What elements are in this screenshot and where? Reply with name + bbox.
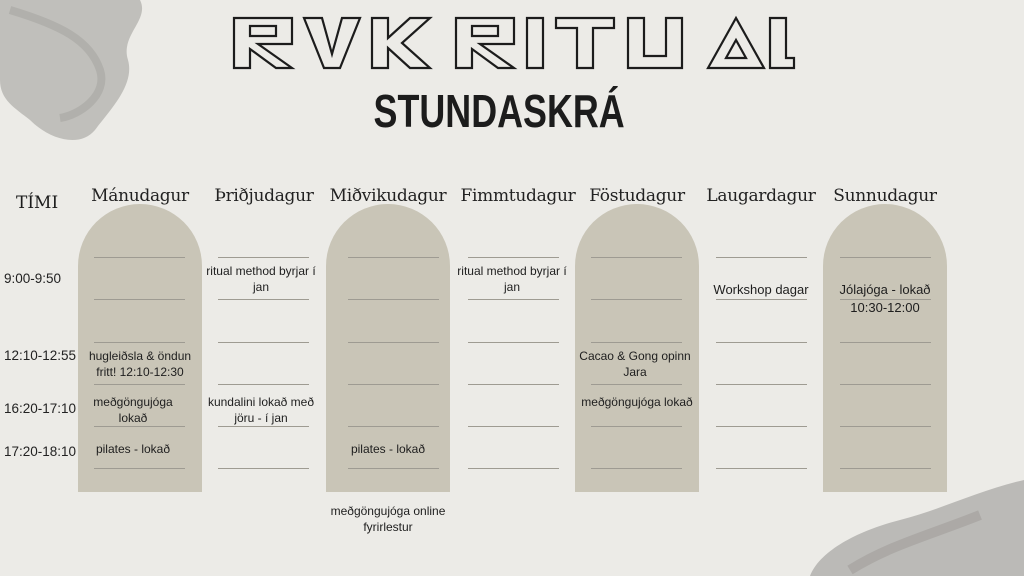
grid-line <box>348 257 439 258</box>
grid-line <box>348 468 439 469</box>
grid-line <box>840 257 931 258</box>
grid-line <box>716 342 807 343</box>
day-header-monday: Mánudagur <box>91 186 189 206</box>
grid-line <box>591 342 682 343</box>
grid-line <box>468 299 559 300</box>
grid-line <box>348 426 439 427</box>
grid-line <box>348 384 439 385</box>
grid-line <box>591 468 682 469</box>
entry-fri-1210: Cacao & Gong opinn Jara <box>579 349 691 379</box>
entry-sun-0900: Jólajóga - lokað 10:30-12:00 <box>839 282 931 315</box>
grid-line <box>218 426 309 427</box>
grid-line <box>840 468 931 469</box>
page-title: STUNDASKRÁ <box>373 85 625 137</box>
time-column-header: TÍMI <box>16 193 59 213</box>
grid-line <box>468 426 559 427</box>
entry-mon-1210: hugleiðsla & öndun fritt! 12:10-12:30 <box>88 349 192 379</box>
grid-line <box>94 468 185 469</box>
grid-line <box>218 468 309 469</box>
grid-line <box>716 299 807 300</box>
brand-logo <box>0 6 1024 72</box>
grid-line <box>591 257 682 258</box>
day-header-sunday: Sunnudagur <box>833 186 937 206</box>
grid-line <box>218 257 309 258</box>
day-header-tuesday: Þriðjudagur <box>214 186 314 206</box>
entry-sat-0900: Workshop dagar <box>713 282 809 297</box>
day-header-thursday: Fimmtudagur <box>460 186 576 206</box>
grid-line <box>94 426 185 427</box>
arch-sunday <box>823 204 947 492</box>
entry-mon-1620: meðgöngujóga lokað <box>93 395 173 425</box>
time-slot-1720: 17:20-18:10 <box>4 444 77 459</box>
grid-line <box>468 468 559 469</box>
grid-line <box>840 384 931 385</box>
grid-line <box>591 426 682 427</box>
day-header-friday: Föstudagur <box>589 186 685 206</box>
grid-line <box>348 342 439 343</box>
time-slot-0900: 9:00-9:50 <box>4 271 62 286</box>
grid-line <box>716 426 807 427</box>
grid-line <box>468 384 559 385</box>
entry-tue-0900: ritual method byrjar í jan <box>206 264 316 294</box>
grid-line <box>716 468 807 469</box>
grid-line <box>94 299 185 300</box>
entry-wed-extra: meðgöngujóga online fyrirlestur <box>330 504 446 534</box>
time-slot-1210: 12:10-12:55 <box>4 348 77 363</box>
entry-tue-1620: kundalini lokað með jöru - í jan <box>207 395 315 425</box>
grid-line <box>218 299 309 300</box>
grid-line <box>218 384 309 385</box>
entry-mon-1720: pilates - lokað <box>95 442 171 456</box>
grid-line <box>348 299 439 300</box>
entry-thu-0900: ritual method byrjar í jan <box>457 264 567 294</box>
day-header-wednesday: Miðvikudagur <box>329 186 447 206</box>
grid-line <box>840 342 931 343</box>
grid-line <box>716 384 807 385</box>
grid-line <box>94 257 185 258</box>
grid-line <box>468 342 559 343</box>
grid-line <box>468 257 559 258</box>
grid-line <box>94 384 185 385</box>
grid-line <box>94 342 185 343</box>
grid-line <box>840 426 931 427</box>
brand-text: RVK RITUAL <box>0 6 6 7</box>
entry-fri-1620: meðgöngujóga lokað <box>581 395 693 409</box>
day-header-saturday: Laugardagur <box>706 186 816 206</box>
grid-line <box>218 342 309 343</box>
grid-line <box>591 299 682 300</box>
entry-wed-1720: pilates - lokað <box>350 442 426 456</box>
grid-line <box>591 384 682 385</box>
grid-line <box>716 257 807 258</box>
time-slot-1620: 16:20-17:10 <box>4 401 77 416</box>
